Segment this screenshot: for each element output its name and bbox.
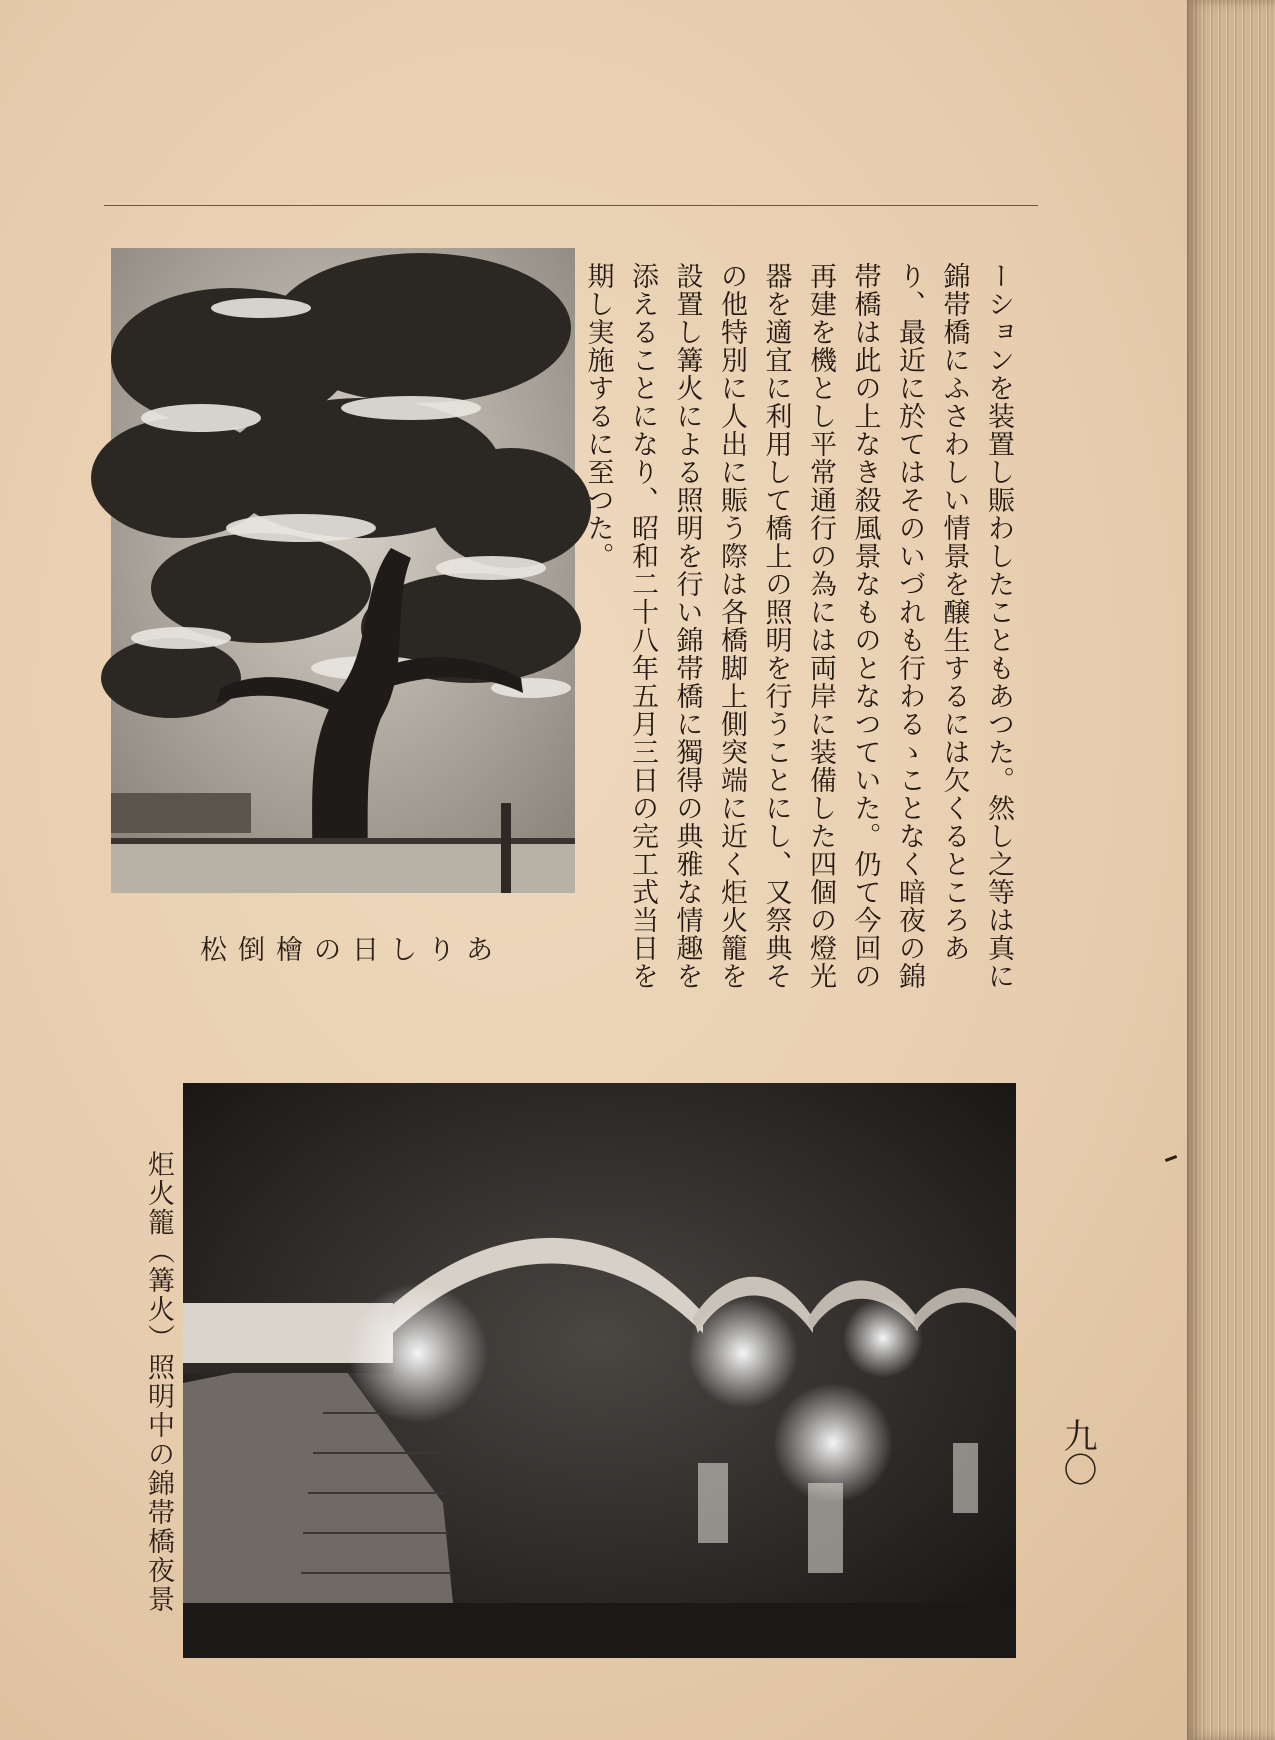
page-number: 九〇 (1057, 1418, 1097, 1486)
header-rule (104, 205, 1038, 206)
ink-mark (1165, 1155, 1177, 1162)
pine-tree-photo (111, 248, 575, 893)
pine-photo-caption: 松倒檜の日しりあ (200, 935, 504, 966)
page-edges (1187, 0, 1275, 1740)
bridge-night-photo (183, 1083, 1016, 1658)
body-text: ーションを装置し賑わしたこともあつた。然し之等は真に錦帯橋にふさわしい情景を醸生するには欠くるところあり、最近に於てはそのいづれも行わるゝことなく暗夜の錦帯橋は此の上なき殺風景なものとなつていた。仍て今回の再建を機とし平常通行の為には両岸に装備した四個の燈光器を適宜に利用して橋上の照明を行うことにし、又祭典その他特別に人出に賑う際は各橋脚上側突端に近く炬火籠を設置し篝火による照明を行い錦帯橋に獨得の典雅な情趣を添えることになり、昭和二十八年五月三日の完工式当日を期し実施するに至つた。 (582, 262, 1014, 990)
bridge-photo-caption: 炬火籠（篝火）照明中の錦帯橋夜景 (143, 1150, 174, 1614)
